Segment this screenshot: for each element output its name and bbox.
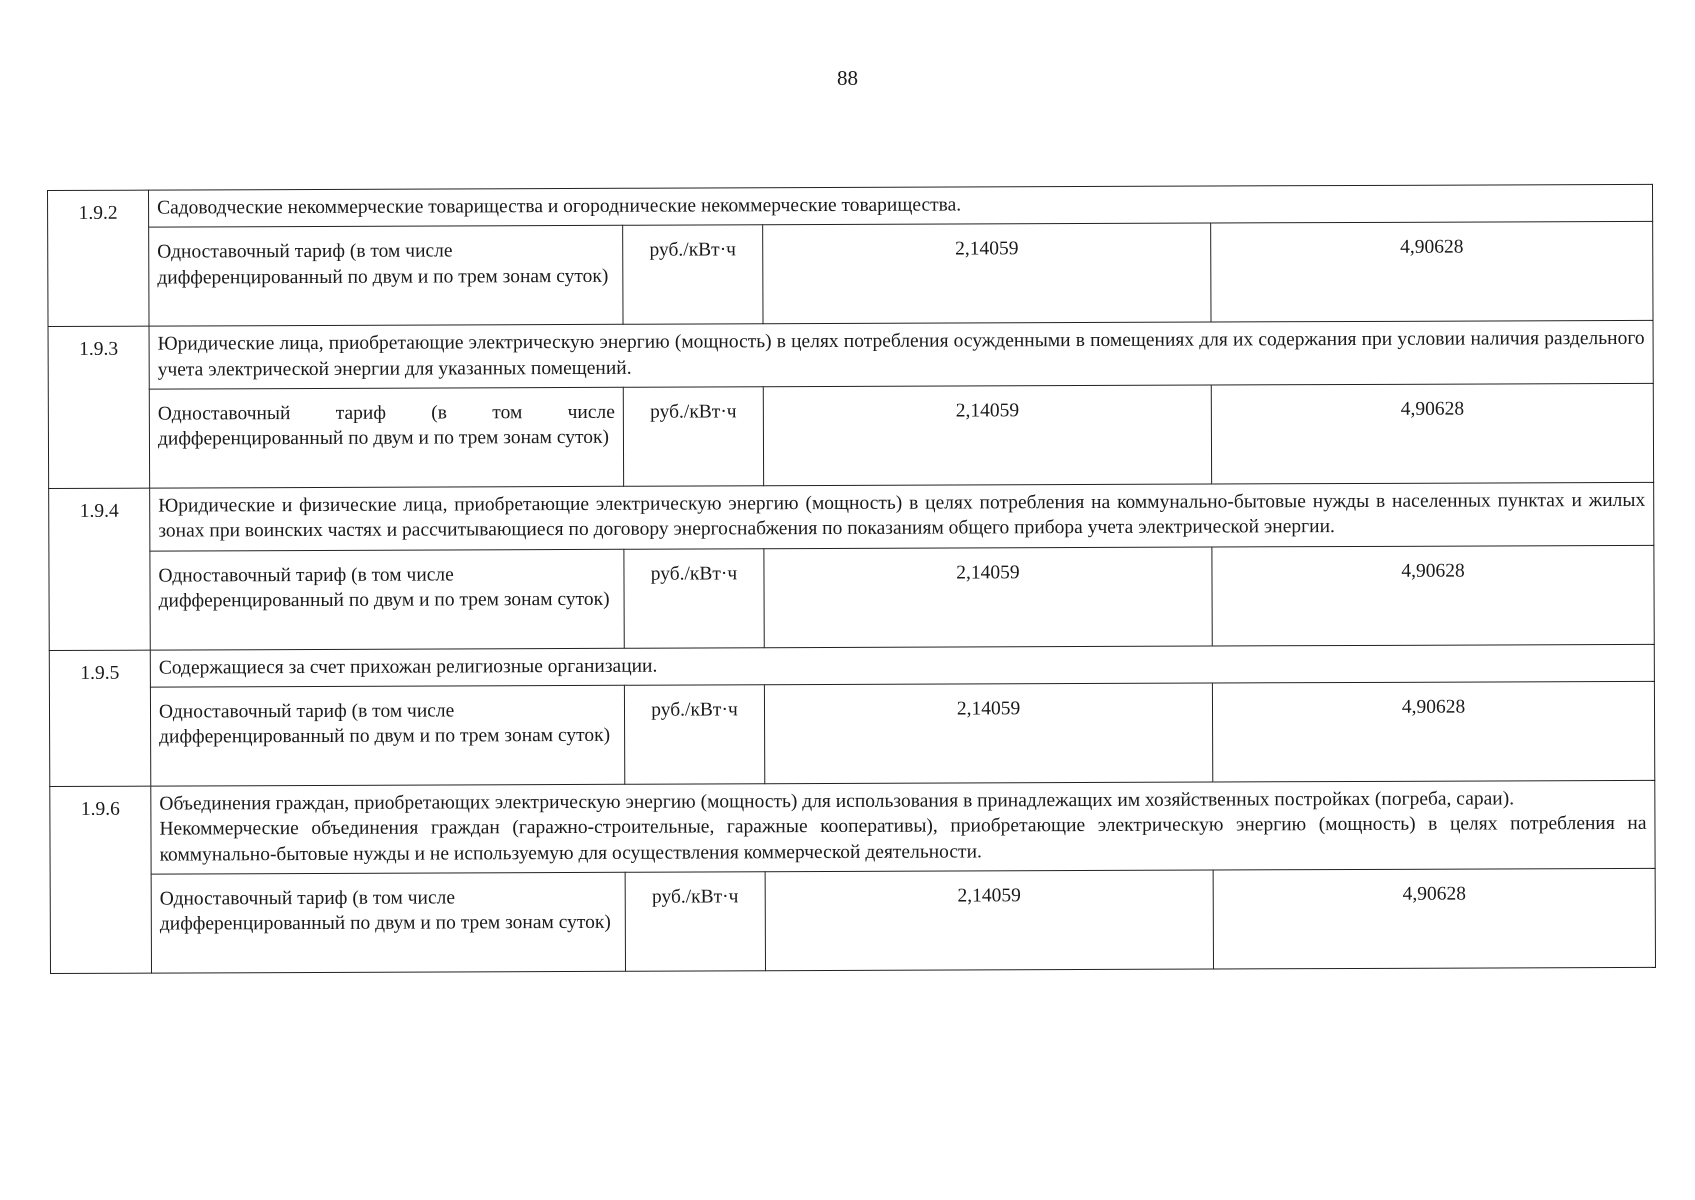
description-paragraph: Содержащиеся за счет прихожан религиозные организации.	[158, 655, 658, 679]
tariff-unit: руб./кВт·ч	[623, 387, 763, 487]
section-row	[49, 482, 1654, 551]
tariff-unit: руб./кВт·ч	[623, 225, 763, 325]
section-row	[48, 321, 1653, 390]
tariff-value-2: 4,90628	[1212, 681, 1654, 782]
tariff-row	[48, 222, 1653, 327]
section-row	[50, 780, 1655, 874]
tariff-row	[48, 383, 1653, 488]
tariff-unit: руб./кВт·ч	[625, 872, 765, 972]
tariff-name: Одноставочный тариф (в том числе дифференцированный по двум и по трем зонам суток)	[150, 685, 624, 786]
page-number: 88	[837, 66, 858, 90]
tariff-value-1: 2,14059	[765, 870, 1213, 971]
section-code: 1.9.5	[49, 650, 151, 787]
tariff-value-2: 4,90628	[1213, 868, 1655, 969]
tariff-value-1: 2,14059	[764, 547, 1212, 648]
section-code: 1.9.6	[50, 786, 152, 973]
tariff-name: Одноставочный тариф (в том числе дифференцированный по двум и по трем зонам суток)	[151, 872, 625, 973]
section-code: 1.9.4	[49, 488, 151, 650]
tariff-unit: руб./кВт·ч	[624, 548, 764, 648]
section-description	[150, 644, 1654, 687]
description-paragraph: Объединения граждан, приобретающих электрическую энергию (мощность) для использования в принадлежащих им хозяйственных постройках (погреба, сараи).	[159, 788, 1515, 815]
tariff-value-1: 2,14059	[763, 385, 1211, 486]
section-row	[49, 644, 1654, 688]
section-description	[151, 780, 1655, 874]
section-description	[150, 482, 1654, 550]
section-description	[149, 321, 1653, 389]
tariff-row	[49, 681, 1654, 786]
tariff-value-2: 4,90628	[1212, 545, 1654, 646]
section-code: 1.9.2	[48, 190, 150, 327]
tariff-name: Одноставочный тариф (в том числе дифференцированный по двум и по трем зонам суток)	[149, 226, 623, 327]
tariff-value-2: 4,90628	[1211, 383, 1653, 484]
tariff-value-2: 4,90628	[1211, 222, 1653, 323]
tariff-value-1: 2,14059	[763, 223, 1211, 324]
tariff-name: Одноставочный тариф (в том числе дифференцированный по двум и по трем зонам суток)	[150, 549, 624, 650]
description-paragraph: Юридические лица, приобретающие электрическую энергию (мощность) в целях потребления осужденными в помещениях для их содержания при условии наличия раздельного учета электрической энергии для указанных помещений.	[157, 328, 1645, 381]
section-code: 1.9.3	[48, 326, 150, 488]
description-paragraph: Садоводческие некоммерческие товарищества и огороднические некоммерческие товарищества.	[157, 194, 962, 219]
tariff-name: Одноставочный тариф (в том числе дифференцированный по двум и по трем зонам суток)	[149, 387, 623, 488]
description-paragraph: Некоммерческие объединения граждан (гаражно-строительные, гаражные кооперативы), приобретающие электрическую энергию (мощность) в целях потребления на коммунально-бытовые нужды и не используемую для осуществления коммерческой деятельности.	[159, 813, 1647, 866]
tariff-table	[47, 184, 1656, 974]
section-description	[149, 184, 1653, 227]
tariff-unit: руб./кВт·ч	[624, 685, 764, 785]
tariff-row	[50, 868, 1655, 973]
section-row	[48, 184, 1653, 228]
tariff-value-1: 2,14059	[764, 683, 1212, 784]
tariff-row	[49, 545, 1654, 650]
description-paragraph: Юридические и физические лица, приобретающие электрическую энергию (мощность) в целях потребления на коммунально-бытовые нужды в населенных пунктах и жилых зонах при воинских частях и рассчитывающиеся по договору энергоснабжения по показаниям общего прибора учета электрической энергии.	[158, 489, 1646, 542]
